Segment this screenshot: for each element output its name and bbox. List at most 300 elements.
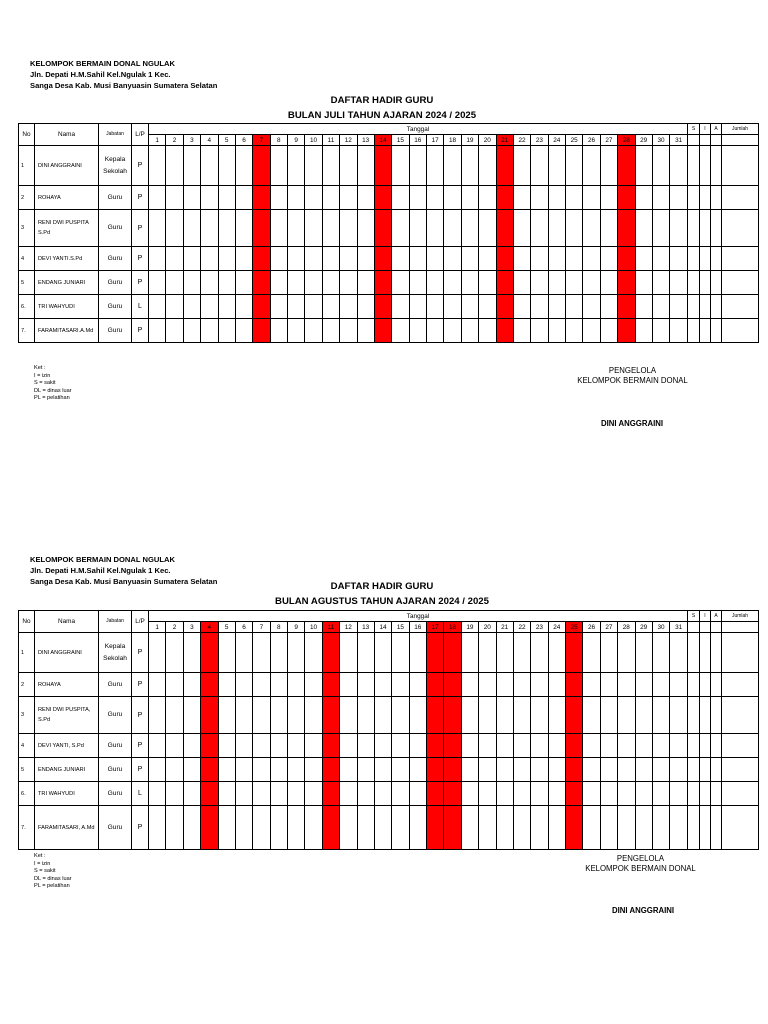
attendance-cell-day-27[interactable] [600,697,617,734]
summary-i-cell[interactable] [700,673,711,697]
attendance-cell-day-18[interactable] [444,782,461,806]
attendance-cell-day-31[interactable] [670,319,688,343]
attendance-cell-day-4[interactable] [201,271,218,295]
attendance-cell-day-27[interactable] [600,673,617,697]
attendance-cell-day-26[interactable] [583,295,600,319]
attendance-cell-day-1[interactable] [149,271,166,295]
attendance-cell-day-22[interactable] [513,146,530,186]
attendance-cell-day-31[interactable] [670,295,688,319]
attendance-cell-day-1[interactable] [149,782,166,806]
attendance-cell-day-16[interactable] [409,782,426,806]
attendance-cell-day-23[interactable] [531,271,548,295]
attendance-cell-day-7[interactable] [253,295,270,319]
attendance-cell-day-12[interactable] [340,186,357,210]
attendance-cell-day-27[interactable] [600,186,617,210]
attendance-cell-day-23[interactable] [531,697,548,734]
attendance-cell-day-6[interactable] [235,210,252,247]
summary-a-cell[interactable] [711,319,722,343]
attendance-cell-day-20[interactable] [479,673,496,697]
attendance-cell-day-18[interactable] [444,734,461,758]
summary-i-cell[interactable] [700,146,711,186]
attendance-cell-day-22[interactable] [513,758,530,782]
attendance-cell-day-5[interactable] [218,734,235,758]
attendance-cell-day-20[interactable] [479,806,496,850]
attendance-cell-day-4[interactable] [201,186,218,210]
attendance-cell-day-31[interactable] [670,210,688,247]
attendance-cell-day-17[interactable] [427,271,444,295]
attendance-cell-day-26[interactable] [583,210,600,247]
attendance-cell-day-4[interactable] [201,734,218,758]
attendance-cell-day-20[interactable] [479,633,496,673]
attendance-cell-day-30[interactable] [652,247,669,271]
attendance-cell-day-28[interactable] [618,673,635,697]
summary-s-cell[interactable] [688,633,700,673]
attendance-cell-day-20[interactable] [479,247,496,271]
attendance-cell-day-2[interactable] [166,758,183,782]
attendance-cell-day-24[interactable] [548,758,565,782]
attendance-cell-day-19[interactable] [461,146,478,186]
attendance-cell-day-30[interactable] [652,186,669,210]
attendance-cell-day-3[interactable] [183,673,200,697]
attendance-cell-day-22[interactable] [513,633,530,673]
attendance-cell-day-17[interactable] [427,633,444,673]
attendance-cell-day-11[interactable] [322,734,339,758]
summary-s-cell[interactable] [688,271,700,295]
attendance-cell-day-17[interactable] [427,146,444,186]
attendance-cell-day-13[interactable] [357,146,374,186]
summary-i-cell[interactable] [700,697,711,734]
attendance-cell-day-11[interactable] [322,319,339,343]
attendance-cell-day-19[interactable] [461,758,478,782]
attendance-cell-day-22[interactable] [513,734,530,758]
attendance-cell-day-10[interactable] [305,806,322,850]
attendance-cell-day-5[interactable] [218,319,235,343]
attendance-cell-day-11[interactable] [322,271,339,295]
attendance-cell-day-9[interactable] [288,633,305,673]
attendance-cell-day-11[interactable] [322,210,339,247]
attendance-cell-day-23[interactable] [531,673,548,697]
attendance-cell-day-27[interactable] [600,271,617,295]
attendance-cell-day-25[interactable] [566,146,583,186]
summary-i-cell[interactable] [700,295,711,319]
attendance-cell-day-5[interactable] [218,295,235,319]
attendance-cell-day-30[interactable] [652,633,669,673]
summary-i-cell[interactable] [700,319,711,343]
attendance-cell-day-25[interactable] [566,186,583,210]
attendance-cell-day-29[interactable] [635,758,652,782]
attendance-cell-day-15[interactable] [392,247,409,271]
attendance-cell-day-17[interactable] [427,247,444,271]
attendance-cell-day-31[interactable] [670,806,688,850]
attendance-cell-day-28[interactable] [618,186,635,210]
attendance-cell-day-17[interactable] [427,782,444,806]
attendance-cell-day-3[interactable] [183,210,200,247]
attendance-cell-day-27[interactable] [600,319,617,343]
attendance-cell-day-17[interactable] [427,319,444,343]
attendance-cell-day-9[interactable] [288,806,305,850]
summary-jumlah-cell[interactable] [722,295,759,319]
attendance-cell-day-9[interactable] [288,146,305,186]
attendance-cell-day-20[interactable] [479,186,496,210]
attendance-cell-day-1[interactable] [149,758,166,782]
attendance-cell-day-13[interactable] [357,210,374,247]
attendance-cell-day-5[interactable] [218,697,235,734]
attendance-cell-day-20[interactable] [479,210,496,247]
attendance-cell-day-5[interactable] [218,186,235,210]
attendance-cell-day-31[interactable] [670,697,688,734]
attendance-cell-day-1[interactable] [149,806,166,850]
attendance-cell-day-1[interactable] [149,319,166,343]
attendance-cell-day-21[interactable] [496,210,513,247]
attendance-cell-day-24[interactable] [548,186,565,210]
attendance-cell-day-12[interactable] [340,146,357,186]
attendance-cell-day-14[interactable] [374,271,391,295]
attendance-cell-day-2[interactable] [166,697,183,734]
attendance-cell-day-13[interactable] [357,247,374,271]
attendance-cell-day-24[interactable] [548,146,565,186]
attendance-cell-day-8[interactable] [270,734,287,758]
attendance-cell-day-12[interactable] [340,758,357,782]
attendance-cell-day-23[interactable] [531,734,548,758]
attendance-cell-day-22[interactable] [513,806,530,850]
attendance-cell-day-17[interactable] [427,758,444,782]
attendance-cell-day-10[interactable] [305,782,322,806]
attendance-cell-day-21[interactable] [496,146,513,186]
attendance-cell-day-13[interactable] [357,806,374,850]
attendance-cell-day-26[interactable] [583,247,600,271]
attendance-cell-day-7[interactable] [253,210,270,247]
summary-a-cell[interactable] [711,633,722,673]
attendance-cell-day-23[interactable] [531,146,548,186]
attendance-cell-day-23[interactable] [531,186,548,210]
summary-i-cell[interactable] [700,782,711,806]
attendance-cell-day-7[interactable] [253,247,270,271]
attendance-cell-day-30[interactable] [652,673,669,697]
attendance-cell-day-26[interactable] [583,319,600,343]
attendance-cell-day-14[interactable] [374,210,391,247]
attendance-cell-day-30[interactable] [652,806,669,850]
attendance-cell-day-19[interactable] [461,271,478,295]
attendance-cell-day-4[interactable] [201,673,218,697]
attendance-cell-day-10[interactable] [305,247,322,271]
summary-a-cell[interactable] [711,295,722,319]
attendance-cell-day-23[interactable] [531,782,548,806]
attendance-cell-day-12[interactable] [340,271,357,295]
attendance-cell-day-31[interactable] [670,673,688,697]
attendance-cell-day-28[interactable] [618,734,635,758]
attendance-cell-day-19[interactable] [461,633,478,673]
attendance-cell-day-7[interactable] [253,271,270,295]
attendance-cell-day-24[interactable] [548,633,565,673]
attendance-cell-day-5[interactable] [218,782,235,806]
attendance-cell-day-30[interactable] [652,210,669,247]
attendance-cell-day-17[interactable] [427,186,444,210]
attendance-cell-day-11[interactable] [322,697,339,734]
attendance-cell-day-3[interactable] [183,806,200,850]
attendance-cell-day-12[interactable] [340,295,357,319]
attendance-cell-day-13[interactable] [357,295,374,319]
attendance-cell-day-6[interactable] [235,186,252,210]
attendance-cell-day-7[interactable] [253,734,270,758]
attendance-cell-day-27[interactable] [600,734,617,758]
attendance-cell-day-20[interactable] [479,319,496,343]
attendance-cell-day-22[interactable] [513,247,530,271]
attendance-cell-day-10[interactable] [305,633,322,673]
attendance-cell-day-14[interactable] [374,734,391,758]
attendance-cell-day-27[interactable] [600,806,617,850]
attendance-cell-day-14[interactable] [374,806,391,850]
attendance-cell-day-13[interactable] [357,319,374,343]
attendance-cell-day-11[interactable] [322,758,339,782]
attendance-cell-day-5[interactable] [218,247,235,271]
summary-jumlah-cell[interactable] [722,734,759,758]
attendance-cell-day-30[interactable] [652,146,669,186]
attendance-cell-day-25[interactable] [566,697,583,734]
attendance-cell-day-2[interactable] [166,295,183,319]
attendance-cell-day-15[interactable] [392,697,409,734]
attendance-cell-day-23[interactable] [531,295,548,319]
summary-jumlah-cell[interactable] [722,673,759,697]
attendance-cell-day-25[interactable] [566,247,583,271]
attendance-cell-day-2[interactable] [166,271,183,295]
summary-jumlah-cell[interactable] [722,758,759,782]
attendance-cell-day-15[interactable] [392,271,409,295]
attendance-cell-day-23[interactable] [531,633,548,673]
attendance-cell-day-24[interactable] [548,319,565,343]
attendance-cell-day-8[interactable] [270,271,287,295]
attendance-cell-day-11[interactable] [322,673,339,697]
attendance-cell-day-13[interactable] [357,734,374,758]
attendance-cell-day-22[interactable] [513,210,530,247]
attendance-cell-day-18[interactable] [444,247,461,271]
attendance-cell-day-14[interactable] [374,295,391,319]
attendance-cell-day-19[interactable] [461,806,478,850]
summary-jumlah-cell[interactable] [722,319,759,343]
attendance-cell-day-19[interactable] [461,186,478,210]
summary-s-cell[interactable] [688,806,700,850]
attendance-cell-day-4[interactable] [201,782,218,806]
attendance-cell-day-2[interactable] [166,247,183,271]
attendance-cell-day-15[interactable] [392,734,409,758]
attendance-cell-day-10[interactable] [305,186,322,210]
attendance-cell-day-5[interactable] [218,146,235,186]
attendance-cell-day-11[interactable] [322,146,339,186]
attendance-cell-day-21[interactable] [496,734,513,758]
attendance-cell-day-17[interactable] [427,806,444,850]
attendance-cell-day-28[interactable] [618,806,635,850]
attendance-cell-day-9[interactable] [288,782,305,806]
attendance-cell-day-16[interactable] [409,673,426,697]
attendance-cell-day-10[interactable] [305,210,322,247]
attendance-cell-day-29[interactable] [635,806,652,850]
summary-jumlah-cell[interactable] [722,782,759,806]
attendance-cell-day-16[interactable] [409,146,426,186]
attendance-cell-day-18[interactable] [444,633,461,673]
attendance-cell-day-12[interactable] [340,673,357,697]
attendance-cell-day-29[interactable] [635,673,652,697]
attendance-cell-day-15[interactable] [392,295,409,319]
summary-jumlah-cell[interactable] [722,146,759,186]
attendance-cell-day-8[interactable] [270,758,287,782]
attendance-cell-day-29[interactable] [635,210,652,247]
attendance-cell-day-9[interactable] [288,295,305,319]
attendance-cell-day-9[interactable] [288,734,305,758]
attendance-cell-day-2[interactable] [166,734,183,758]
attendance-cell-day-2[interactable] [166,806,183,850]
attendance-cell-day-23[interactable] [531,247,548,271]
attendance-cell-day-29[interactable] [635,146,652,186]
attendance-cell-day-4[interactable] [201,146,218,186]
attendance-cell-day-1[interactable] [149,210,166,247]
attendance-cell-day-8[interactable] [270,319,287,343]
attendance-cell-day-28[interactable] [618,697,635,734]
attendance-cell-day-29[interactable] [635,271,652,295]
attendance-cell-day-26[interactable] [583,806,600,850]
attendance-cell-day-21[interactable] [496,782,513,806]
attendance-cell-day-19[interactable] [461,782,478,806]
attendance-cell-day-31[interactable] [670,271,688,295]
attendance-cell-day-6[interactable] [235,633,252,673]
attendance-cell-day-3[interactable] [183,247,200,271]
attendance-cell-day-3[interactable] [183,146,200,186]
attendance-cell-day-10[interactable] [305,734,322,758]
attendance-cell-day-19[interactable] [461,673,478,697]
attendance-cell-day-8[interactable] [270,295,287,319]
attendance-cell-day-16[interactable] [409,186,426,210]
attendance-cell-day-18[interactable] [444,758,461,782]
attendance-cell-day-28[interactable] [618,146,635,186]
attendance-cell-day-28[interactable] [618,247,635,271]
attendance-cell-day-15[interactable] [392,782,409,806]
attendance-cell-day-19[interactable] [461,295,478,319]
summary-i-cell[interactable] [700,633,711,673]
attendance-cell-day-12[interactable] [340,210,357,247]
summary-a-cell[interactable] [711,247,722,271]
summary-a-cell[interactable] [711,758,722,782]
attendance-cell-day-29[interactable] [635,186,652,210]
attendance-cell-day-1[interactable] [149,697,166,734]
attendance-cell-day-4[interactable] [201,758,218,782]
attendance-cell-day-24[interactable] [548,210,565,247]
attendance-cell-day-6[interactable] [235,146,252,186]
attendance-cell-day-6[interactable] [235,758,252,782]
summary-jumlah-cell[interactable] [722,210,759,247]
attendance-cell-day-28[interactable] [618,210,635,247]
attendance-cell-day-25[interactable] [566,806,583,850]
attendance-cell-day-30[interactable] [652,295,669,319]
summary-jumlah-cell[interactable] [722,697,759,734]
attendance-cell-day-21[interactable] [496,271,513,295]
attendance-cell-day-10[interactable] [305,295,322,319]
attendance-cell-day-29[interactable] [635,697,652,734]
attendance-cell-day-9[interactable] [288,271,305,295]
attendance-cell-day-18[interactable] [444,146,461,186]
attendance-cell-day-4[interactable] [201,295,218,319]
attendance-cell-day-8[interactable] [270,247,287,271]
attendance-cell-day-6[interactable] [235,673,252,697]
attendance-cell-day-1[interactable] [149,295,166,319]
attendance-cell-day-25[interactable] [566,734,583,758]
attendance-cell-day-6[interactable] [235,782,252,806]
attendance-cell-day-4[interactable] [201,319,218,343]
attendance-cell-day-3[interactable] [183,186,200,210]
attendance-cell-day-21[interactable] [496,319,513,343]
attendance-cell-day-9[interactable] [288,186,305,210]
attendance-cell-day-5[interactable] [218,633,235,673]
attendance-cell-day-30[interactable] [652,271,669,295]
attendance-cell-day-6[interactable] [235,697,252,734]
summary-a-cell[interactable] [711,697,722,734]
attendance-cell-day-22[interactable] [513,697,530,734]
attendance-cell-day-14[interactable] [374,146,391,186]
attendance-cell-day-27[interactable] [600,633,617,673]
summary-s-cell[interactable] [688,210,700,247]
attendance-cell-day-26[interactable] [583,782,600,806]
attendance-cell-day-22[interactable] [513,295,530,319]
attendance-cell-day-24[interactable] [548,673,565,697]
attendance-cell-day-6[interactable] [235,319,252,343]
summary-i-cell[interactable] [700,758,711,782]
summary-s-cell[interactable] [688,734,700,758]
attendance-cell-day-26[interactable] [583,186,600,210]
attendance-cell-day-5[interactable] [218,758,235,782]
attendance-cell-day-14[interactable] [374,782,391,806]
attendance-cell-day-24[interactable] [548,782,565,806]
attendance-cell-day-8[interactable] [270,186,287,210]
attendance-cell-day-26[interactable] [583,734,600,758]
summary-s-cell[interactable] [688,247,700,271]
attendance-cell-day-24[interactable] [548,295,565,319]
attendance-cell-day-20[interactable] [479,271,496,295]
attendance-cell-day-29[interactable] [635,295,652,319]
summary-i-cell[interactable] [700,271,711,295]
attendance-cell-day-12[interactable] [340,633,357,673]
attendance-cell-day-30[interactable] [652,782,669,806]
attendance-cell-day-13[interactable] [357,186,374,210]
attendance-cell-day-3[interactable] [183,697,200,734]
attendance-cell-day-16[interactable] [409,247,426,271]
attendance-cell-day-29[interactable] [635,782,652,806]
attendance-cell-day-5[interactable] [218,673,235,697]
attendance-cell-day-28[interactable] [618,782,635,806]
summary-a-cell[interactable] [711,210,722,247]
attendance-cell-day-22[interactable] [513,673,530,697]
attendance-cell-day-8[interactable] [270,697,287,734]
attendance-cell-day-18[interactable] [444,697,461,734]
attendance-cell-day-5[interactable] [218,271,235,295]
attendance-cell-day-2[interactable] [166,673,183,697]
attendance-cell-day-16[interactable] [409,633,426,673]
attendance-cell-day-31[interactable] [670,734,688,758]
attendance-cell-day-24[interactable] [548,271,565,295]
attendance-cell-day-12[interactable] [340,697,357,734]
attendance-cell-day-14[interactable] [374,673,391,697]
attendance-cell-day-4[interactable] [201,806,218,850]
attendance-cell-day-16[interactable] [409,806,426,850]
attendance-cell-day-12[interactable] [340,319,357,343]
attendance-cell-day-14[interactable] [374,319,391,343]
attendance-cell-day-14[interactable] [374,697,391,734]
summary-jumlah-cell[interactable] [722,271,759,295]
attendance-cell-day-27[interactable] [600,210,617,247]
attendance-cell-day-24[interactable] [548,734,565,758]
attendance-cell-day-5[interactable] [218,806,235,850]
attendance-cell-day-3[interactable] [183,319,200,343]
attendance-cell-day-21[interactable] [496,186,513,210]
attendance-cell-day-15[interactable] [392,210,409,247]
summary-a-cell[interactable] [711,734,722,758]
attendance-cell-day-7[interactable] [253,633,270,673]
